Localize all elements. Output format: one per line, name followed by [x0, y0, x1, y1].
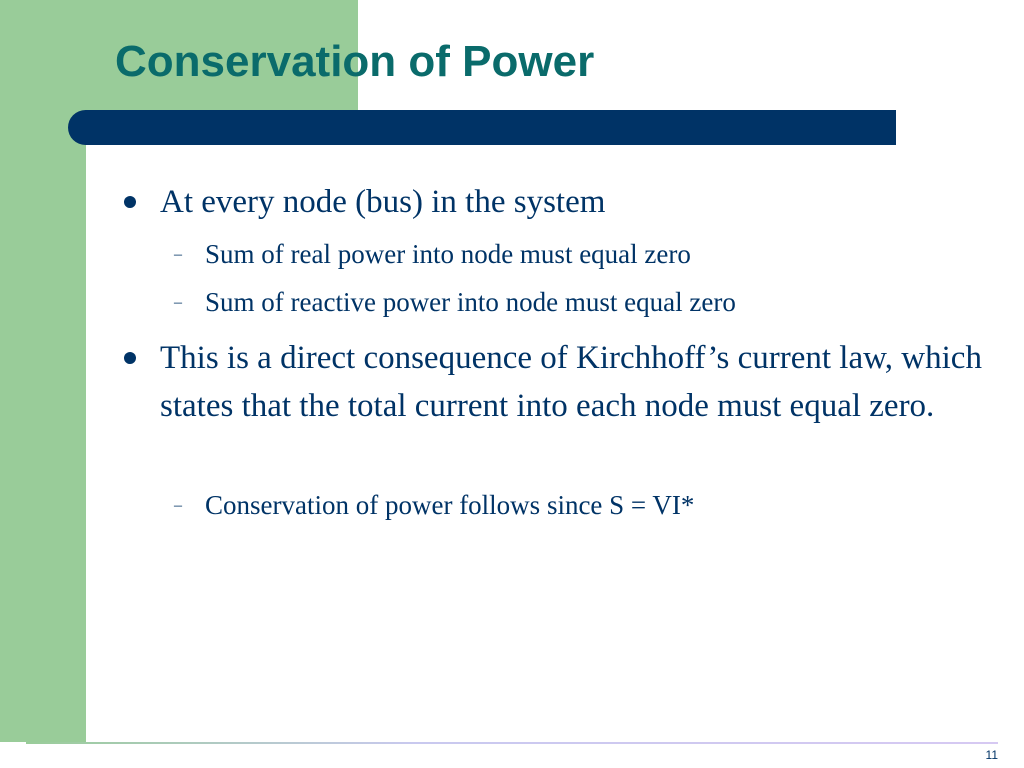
- bullet-text: At every node (bus) in the system: [160, 184, 606, 220]
- sub-bullet-text: Sum of real power into node must equal zero: [205, 239, 691, 269]
- sub-bullet-text: Conservation of power follows since S = VI*: [205, 490, 695, 520]
- bullet-dot-icon: [124, 352, 136, 364]
- bullet-dot-icon: [124, 196, 136, 208]
- sub-bullet-text: Sum of reactive power into node must equal zero: [205, 287, 736, 317]
- footer-divider: [26, 742, 998, 744]
- bullet-text: This is a direct consequence of Kirchhoff’s current law, which states that the total current into each node must equal zero.: [160, 340, 982, 424]
- page-number: 11: [985, 748, 998, 762]
- sub-bullet-dash-icon: –: [174, 294, 182, 311]
- slide-title: Conservation of Power: [115, 37, 595, 86]
- sub-bullet-dash-icon: –: [174, 497, 182, 514]
- sub-bullet-dash-icon: –: [174, 246, 182, 263]
